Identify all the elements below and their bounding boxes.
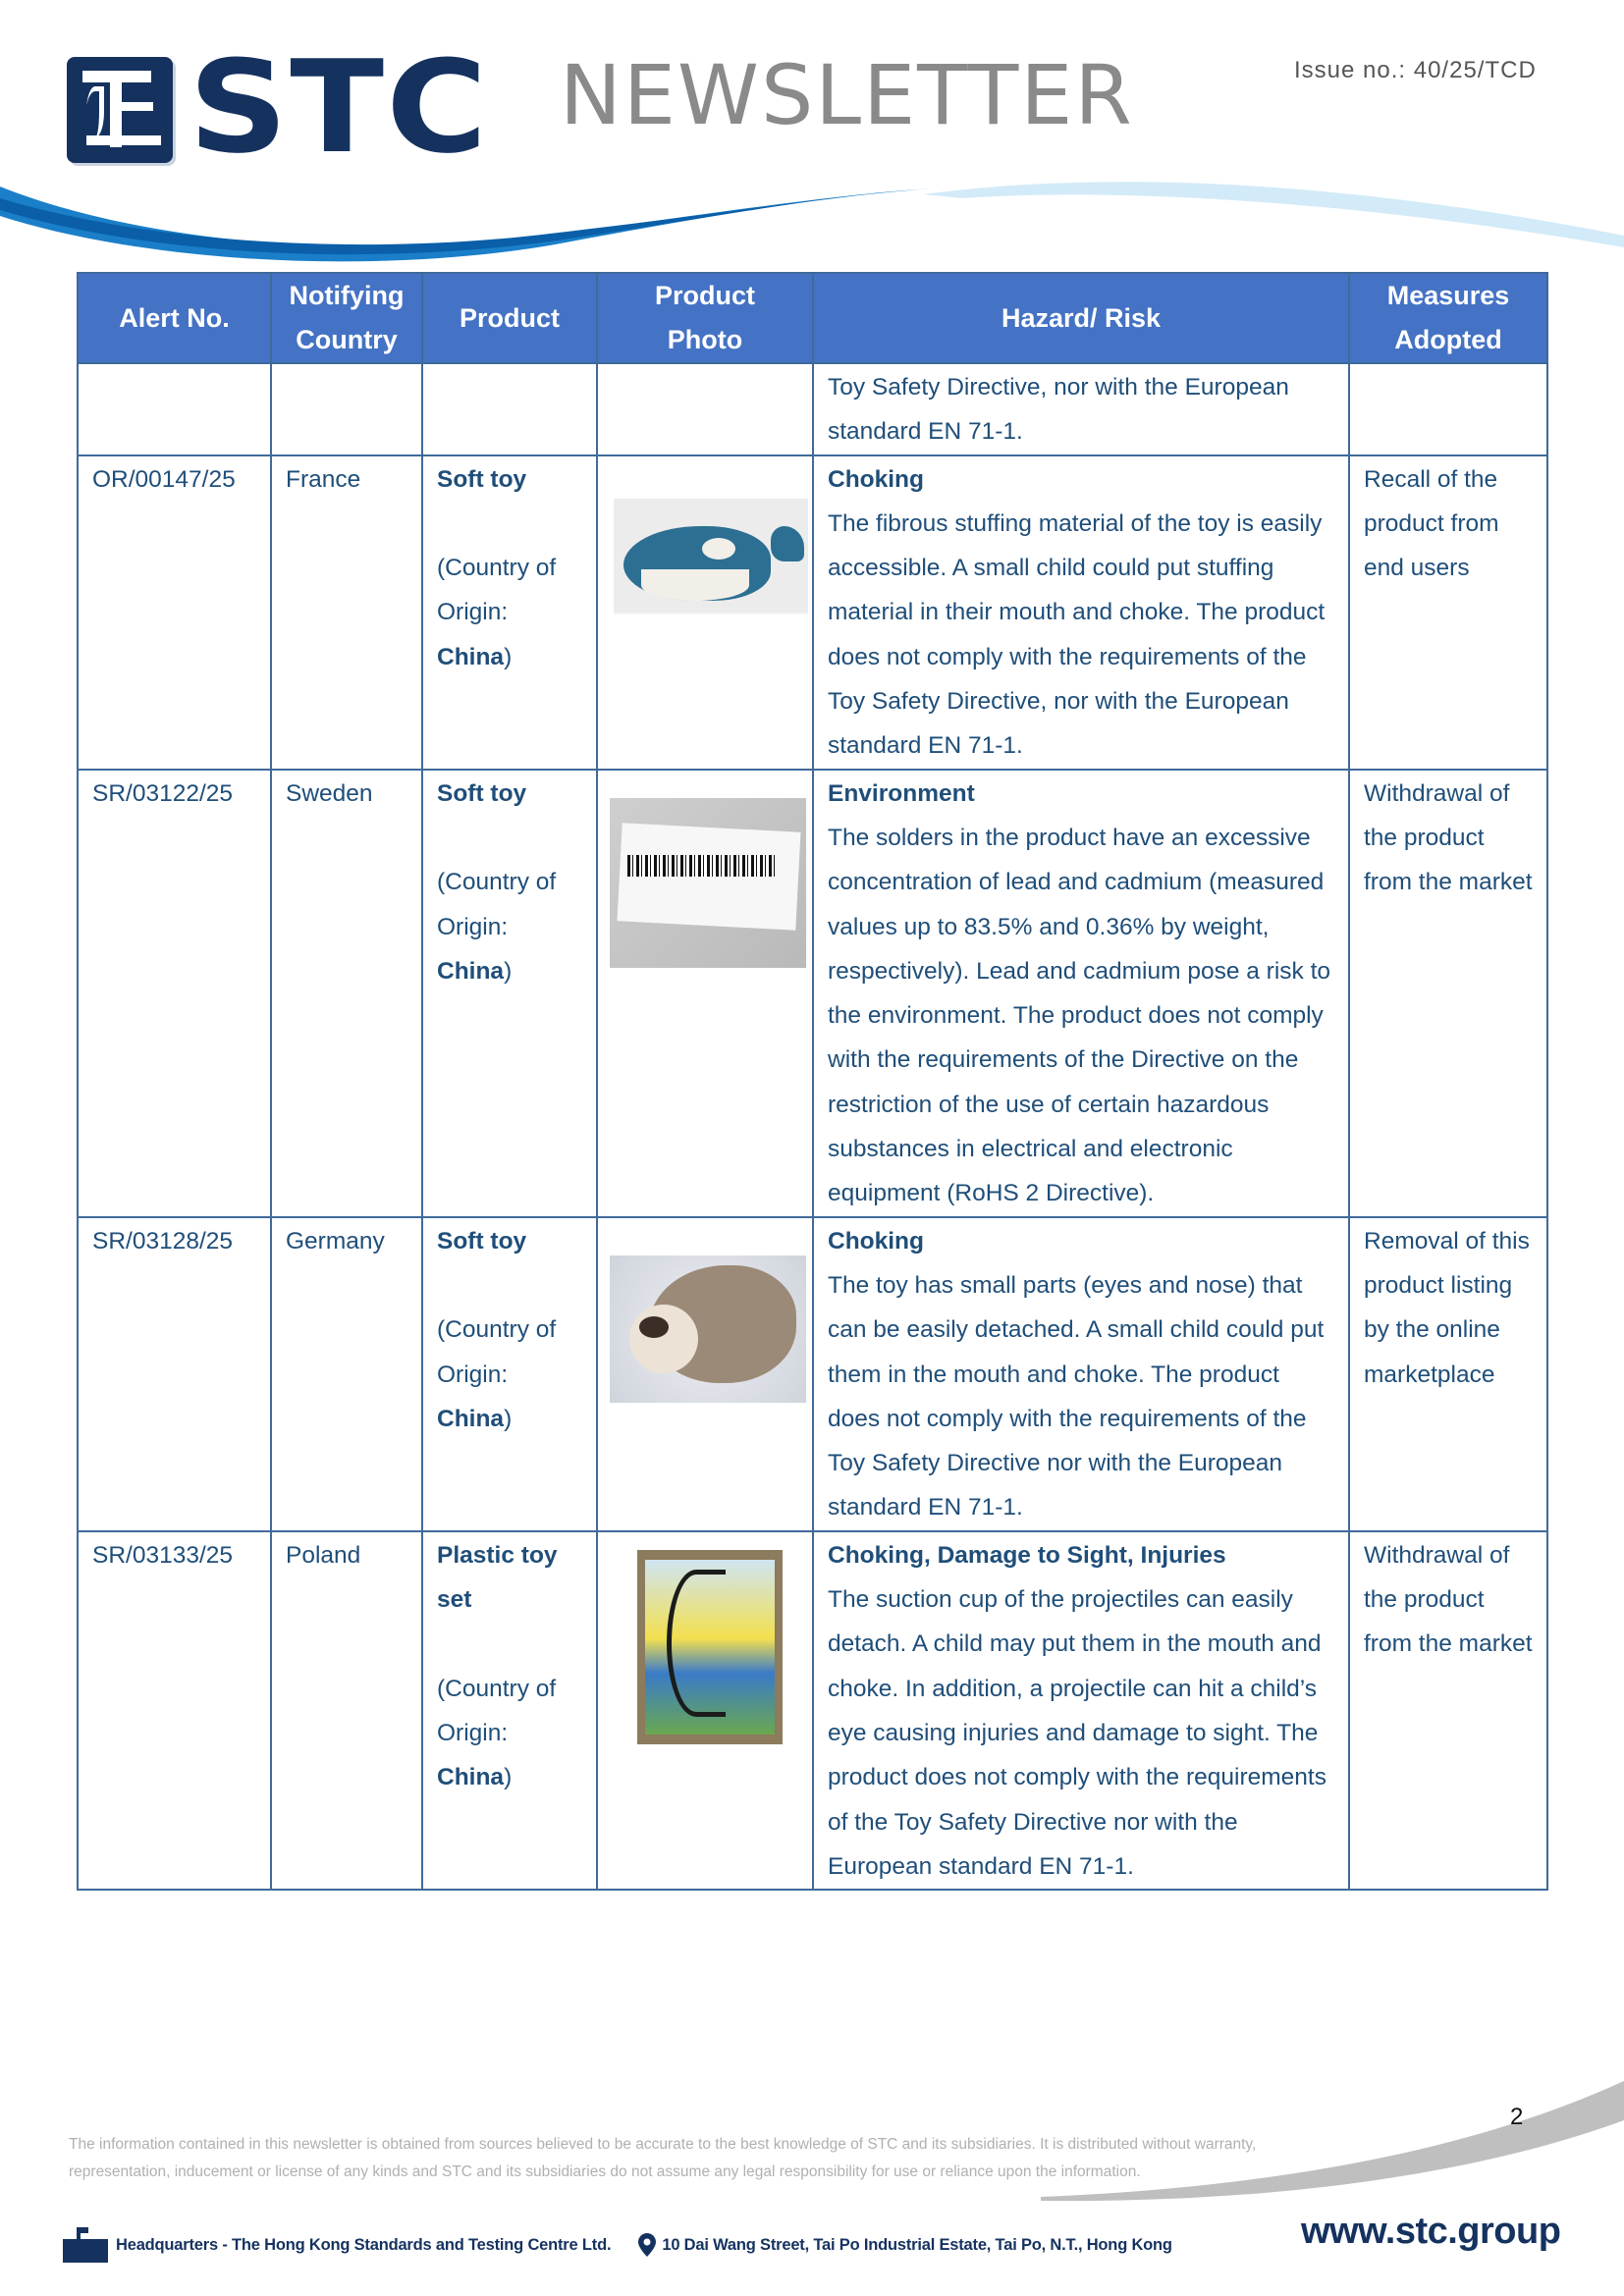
column-header-alert-no: Alert No. [78,273,271,363]
table-row-continuation [78,363,1547,455]
table-row [78,1531,1547,1890]
origin-country: China [437,1764,505,1791]
cell-hazard [813,770,1349,1217]
cell-measures: Recall of the product from end users [1349,455,1547,770]
building-icon [63,2227,108,2263]
cell-country [271,363,422,455]
table-row [78,1217,1547,1531]
origin-prefix: (Country of Origin: [437,869,557,940]
location-pin-icon [638,2233,656,2257]
cell-alert-no: SR/03128/25 [78,1217,271,1531]
sloth-soft-toy-photo [610,1255,806,1403]
address-text: 10 Dai Wang Street, Tai Po Industrial Estate, Tai Po, N.T., Hong Kong [662,2235,1172,2254]
cell-alert-no: SR/03122/25 [78,770,271,1217]
header-wave-decoration [0,177,1624,265]
hazard-text: Toy Safety Directive, nor with the European standard EN 71-1. [828,374,1289,446]
product-name: Soft toy [437,779,527,807]
cell-measures [1349,363,1547,455]
cell-alert-no [78,363,271,455]
cell-photo [597,1217,813,1531]
hazard-title: Choking [828,1227,924,1255]
cell-hazard [813,1217,1349,1531]
page-number: 2 [1510,2104,1524,2130]
hazard-title: Choking, Damage to Sight, Injuries [828,1541,1226,1569]
origin-prefix: (Country of Origin: [437,1675,557,1746]
cell-product: Plastic toy set (Country of Origin: China) [422,1531,597,1890]
cell-photo [597,363,813,455]
column-header-measures-adopted: Measures Adopted [1349,273,1547,363]
cell-hazard [813,455,1349,770]
origin-prefix: (Country of Origin: [437,555,557,626]
cell-photo [597,1531,813,1890]
cell-measures: Withdrawal of the product from the market [1349,770,1547,1217]
stc-emblem-icon [67,57,173,163]
barcode-label-photo [610,798,806,968]
column-header-product-photo: Product Photo [597,273,813,363]
newsletter-title: NEWSLETTER [560,47,1134,143]
table-header-row [78,273,1547,363]
product-name: Soft toy [437,1227,527,1255]
product-name: Plastic toy set [437,1541,558,1614]
cell-country: France [271,455,422,770]
table-row [78,455,1547,770]
cell-country: Poland [271,1531,422,1890]
hazard-title: Environment [828,779,975,807]
origin-prefix: (Country of Origin: [437,1316,557,1388]
cell-measures: Removal of this product listing by the online marketplace [1349,1217,1547,1531]
origin-country: China [437,1405,505,1432]
headquarters-text: Headquarters - The Hong Kong Standards and Testing Centre Ltd. [116,2235,612,2254]
origin-country: China [437,643,505,670]
hazard-text: The solders in the product have an excessive concentration of lead and cadmium (measured values up to 83.5% and 0.36% by weight, respectively). Lead and cadmium pose a risk to the environment. The product does not comply with the requirements of the Directive on the restriction of the use of certain hazardous substances in electrical and electronic equipment (RoHS 2 Directive). [828,824,1331,1207]
cell-hazard [813,1531,1349,1890]
cell-alert-no: OR/00147/25 [78,455,271,770]
hazard-text: The fibrous stuffing material of the toy is easily accessible. A small child could put stuffing material in their mouth and choke. The product does not comply with the requirements of the Toy Safety Directive, nor with the European standard EN 71-1. [828,509,1326,760]
whale-soft-toy-photo [614,499,808,614]
column-header-hazard-risk: Hazard/ Risk [813,273,1349,363]
disclaimer-text: The information contained in this newsletter is obtained from sources believed to be accurate to the best knowledge of STC and its subsidiaries. It is distributed without warranty, representation, inducement or license of any kinds and STC and its subsidiaries do not assume any legal responsibility for use or reliance upon the information. [69,2136,1257,2180]
cell-product: Soft toy (Country of Origin: China) [422,1217,597,1531]
issue-number: Issue no.: 40/25/TCD [1294,57,1537,83]
cell-photo [597,455,813,770]
stc-logo [67,32,490,182]
website-link[interactable]: www.stc.group [1301,2211,1561,2252]
cell-alert-no: SR/03133/25 [78,1531,271,1890]
hazard-text: The toy has small parts (eyes and nose) that can be easily detached. A small child could put them in the mouth and choke. The product does not comply with the requirements of the Toy Safety Directive nor with the European standard EN 71-1. [828,1271,1325,1522]
cell-product: Soft toy (Country of Origin: China) [422,455,597,770]
alerts-table [77,272,1548,1891]
cell-country: Sweden [271,770,422,1217]
logo-wordmark: STC [189,32,490,182]
cell-product: Soft toy (Country of Origin: China) [422,770,597,1217]
cell-product [422,363,597,455]
product-name: Soft toy [437,465,527,493]
bow-arrow-toy-set-photo [637,1550,783,1744]
hazard-text: The suction cup of the projectiles can easily detach. A child may put them in the mouth and choke. In addition, a projectile can hit a child’s eye causing injuries and damage to sight. The product does not comply with the requirements of the Toy Safety Directive nor with the European standard EN 71-1. [828,1586,1326,1880]
origin-country: China [437,957,505,985]
cell-hazard [813,363,1349,455]
hazard-title: Choking [828,465,924,493]
cell-photo [597,770,813,1217]
cell-country: Germany [271,1217,422,1531]
cell-measures: Withdrawal of the product from the market [1349,1531,1547,1890]
column-header-notifying-country: Notifying Country [271,273,422,363]
column-header-product: Product [422,273,597,363]
table-row [78,770,1547,1217]
